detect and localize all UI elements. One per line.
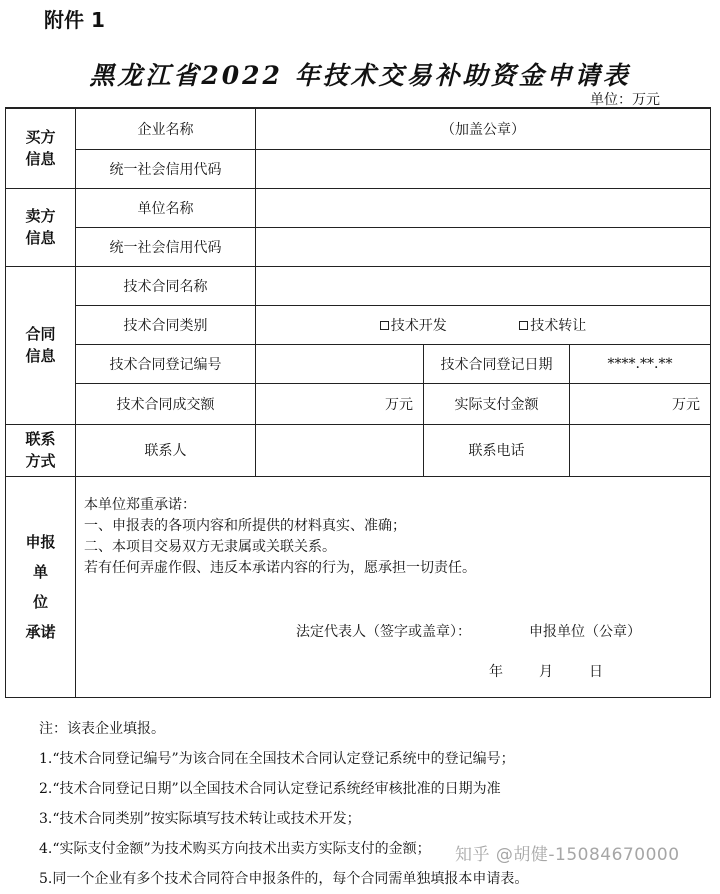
contact-row [6,424,711,476]
note-line: 4.“实际支付金额”为技术购买方向技术出卖方实际支付的金额； [39,841,431,857]
buyer-row-code [6,149,711,188]
day-label: 日 [589,663,603,680]
contract-paid-amount-label: 实际支付金额 [424,383,570,424]
contract-deal-amount-label: 技术合同成交额 [76,383,256,424]
pledge-row [6,476,711,697]
note-line: 5.同一个企业有多个技术合同符合申报条件的，每个合同需单独填报本申请表。 [39,871,529,887]
contract-row-name [6,266,711,305]
date-line [489,662,639,683]
contract-reg-date-label: 技术合同登记日期 [424,344,570,383]
contact-section-label: 联系 方式 [6,424,76,476]
month-label: 月 [539,663,553,680]
contract-name-label: 技术合同名称 [76,266,256,305]
contract-paid-amount-field[interactable]: 万元 [570,383,711,424]
contact-phone-field[interactable] [570,424,711,476]
contract-row-type [6,305,711,344]
note-line: 注：该表企业填报。 [39,721,165,737]
contact-person-label: 联系人 [76,424,256,476]
buyer-enterprise-name-field[interactable] [256,108,711,149]
pledge-line: 二、本项目交易双方无隶属或关联关系。 [84,538,336,555]
seller-credit-code-field[interactable] [256,227,711,266]
buyer-credit-code-field[interactable] [256,149,711,188]
applicant-seal: 申报单位（公章） [529,623,641,640]
checkbox-box-icon [380,321,389,330]
contract-deal-amount-field[interactable]: 万元 [256,383,424,424]
watermark: 知乎 @胡健-15084670000 [455,845,680,865]
buyer-enterprise-name-label: 企业名称 [76,108,256,149]
seller-row-code [6,227,711,266]
contact-phone-label: 联系电话 [424,424,570,476]
seller-credit-code-label: 统一社会信用代码 [76,227,256,266]
contract-type-options [256,305,711,344]
seal-note: （加盖公章） [441,121,525,138]
pledge-line: 若有任何弄虚作假、违反本承诺内容的行为，愿承担一切责任。 [84,559,476,576]
contract-reg-date-field[interactable]: ****.**.** [570,344,711,383]
application-form-table [5,107,711,698]
contract-name-field[interactable] [256,266,711,305]
contract-row-reg [6,344,711,383]
contact-person-field[interactable] [256,424,424,476]
signature-line [296,622,699,643]
buyer-section-label: 买方 信息 [6,108,76,188]
seller-section-label: 卖方 信息 [6,188,76,266]
contract-type-label: 技术合同类别 [76,305,256,344]
pledge-line: 一、申报表的各项内容和所提供的材料真实、准确； [84,517,406,534]
contract-reg-no-label: 技术合同登记编号 [76,344,256,383]
buyer-credit-code-label: 统一社会信用代码 [76,149,256,188]
notes-section [39,714,528,894]
note-line: 1.“技术合同登记编号”为该合同在全国技术合同认定登记系统中的登记编号； [39,751,515,767]
seller-row-name [6,188,711,227]
unit-label: 单位：万元 [590,92,660,108]
buyer-row-name [6,108,711,149]
checkbox-tech-development[interactable]: 技术开发 [380,315,447,335]
seller-unit-name-label: 单位名称 [76,188,256,227]
contract-section-label: 合同 信息 [6,266,76,424]
pledge-content [76,476,711,697]
legal-rep-signature: 法定代表人（签字或盖章）： [296,623,471,640]
attachment-label: 附件 1 [44,8,105,32]
checkbox-tech-transfer[interactable]: 技术转让 [519,315,586,335]
year-label: 年 [489,663,503,680]
form-title: 黑龙江省2022 年技术交易补助资金申请表 [89,61,631,90]
pledge-section-label: 申报 单 位 承诺 [6,476,76,697]
contract-row-amount [6,383,711,424]
seller-unit-name-field[interactable] [256,188,711,227]
checkbox-box-icon [519,321,528,330]
note-line: 3.“技术合同类别”按实际填写技术转让或技术开发； [39,811,361,827]
note-line: 2.“技术合同登记日期”以全国技术合同认定登记系统经审核批准的日期为准 [39,781,501,797]
pledge-line: 本单位郑重承诺： [84,496,196,513]
contract-reg-no-field[interactable] [256,344,424,383]
